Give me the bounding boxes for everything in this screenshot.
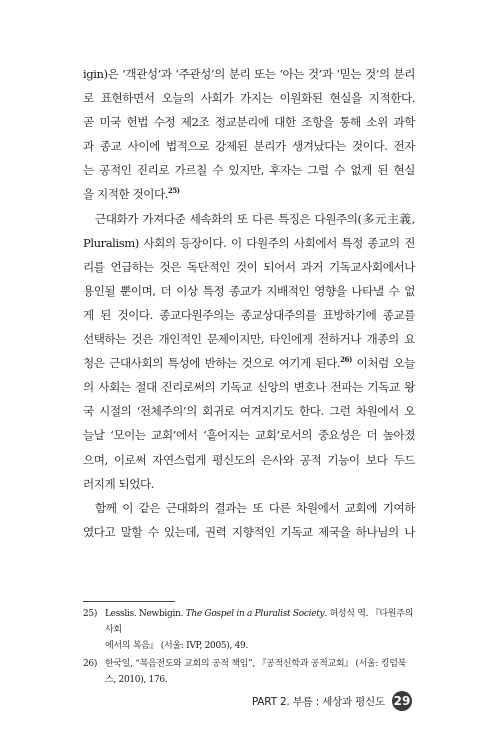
text-line: 리를 언급하는 것은 독단적인 것이 되어서 과거 기독교사회에서나 [83, 259, 415, 274]
footnote-citation-cont: 스, 2010), 176. [105, 675, 168, 685]
text-line: 선택하는 것은 개인적인 문제이지만, 타인에게 전하거나 개종의 요 [83, 332, 415, 347]
text-line: 로 표현하면서 오늘의 사회가 가지는 이원화된 현실을 지적한다. [83, 91, 415, 106]
text-line: igin)은 ‘객관성’과 ‘주관성’의 분리 또는 ‘아는 것’과 ‘믿는 것’의 분리 [83, 67, 415, 81]
footnotes [83, 606, 423, 690]
body-text [83, 62, 415, 544]
footnote-citation: . 허성식 역. 『다원주의 사회 [105, 609, 413, 635]
footnote-number: 25) [83, 609, 98, 619]
text-line: 의 사회는 절대 진리로써의 기독교 신앙의 변호나 전파는 기독교 왕 [83, 380, 415, 395]
text-line-content: 이처럼 오늘 [351, 356, 415, 371]
text-line: 늘날 ‘모이는 교회’에서 ‘흩어지는 교회’로서의 중요성은 더 높아졌 [83, 428, 415, 443]
footnote-citation: 한국일, “복음전도와 교회의 공적 책임”, 『공적신학과 공적교회』 (서울: 킹덤북 [105, 659, 406, 669]
footnote-book-title: The Gospel in a Pluralist Society [185, 609, 325, 619]
text-line: 근대화가 가져다준 세속화의 또 다른 특징은 다원주의(多元主義, [95, 211, 415, 226]
text-line: 으며, 이로써 자연스럽게 평신도의 은사와 공적 기능이 보다 두드 [83, 452, 415, 467]
text-line: 는 공적인 진리로 가르칠 수 있지만, 후자는 그럴 수 없게 된 현실 [83, 163, 415, 178]
text-line: 러지게 되었다. [83, 476, 154, 491]
footnote-author: Lesslis. Newbigin. [105, 609, 186, 619]
text-line [83, 182, 415, 206]
text-line: 용인될 뿐이며, 더 이상 특정 종교가 지배적인 영향을 나타낼 수 없 [83, 283, 415, 298]
text-line: 국 시절의 ‘전체주의’의 회귀로 여겨지기도 한다. 그런 차원에서 오 [83, 404, 415, 419]
running-head: PART 2. 부름 : 세상과 평신도 [251, 695, 385, 708]
footnote-26 [83, 656, 423, 688]
text-line-content: 을 지적한 것이다. [83, 187, 168, 202]
footnote-ref-26[interactable]: 26) [340, 355, 352, 365]
footnote-ref-25[interactable]: 25) [167, 186, 180, 196]
text-line: 곧 미국 헌법 수정 제2조 정교분리에 대한 조항을 통해 소위 과학 [83, 115, 415, 130]
footnote-divider [83, 601, 175, 602]
text-line: Pluralism) 사회의 등장이다. 이 다원주의 사회에서 특정 종교의 진 [83, 235, 415, 250]
text-line: 과 종교 사이에 법적으로 강제된 분리가 생겨났다는 것이다. 전자 [83, 139, 415, 154]
page-footer [252, 691, 412, 711]
paragraph-3 [83, 496, 415, 544]
footnote-number: 26) [83, 659, 98, 669]
paragraph-1 [83, 62, 415, 207]
text-line: 함께 이 같은 근대화의 결과는 또 다른 차원에서 교회에 기여하 [95, 500, 415, 515]
page-number-badge: 29 [392, 691, 412, 711]
paragraph-2 [83, 207, 415, 496]
text-line: 게 된 것이다. 종교다원주의는 종교상대주의를 표방하기에 종교를 [83, 307, 415, 322]
text-line: 였다고 말할 수 있는데, 권력 지향적인 기독교 제국을 하나님의 나 [83, 524, 415, 539]
footnote-citation-cont: 에서의 복음』 (서울: IVP, 2005), 49. [105, 641, 249, 651]
text-line-content: 청은 근대사회의 특성에 반하는 것으로 여기게 된다. [83, 356, 341, 371]
text-line [83, 351, 415, 375]
footnote-25 [83, 606, 423, 654]
